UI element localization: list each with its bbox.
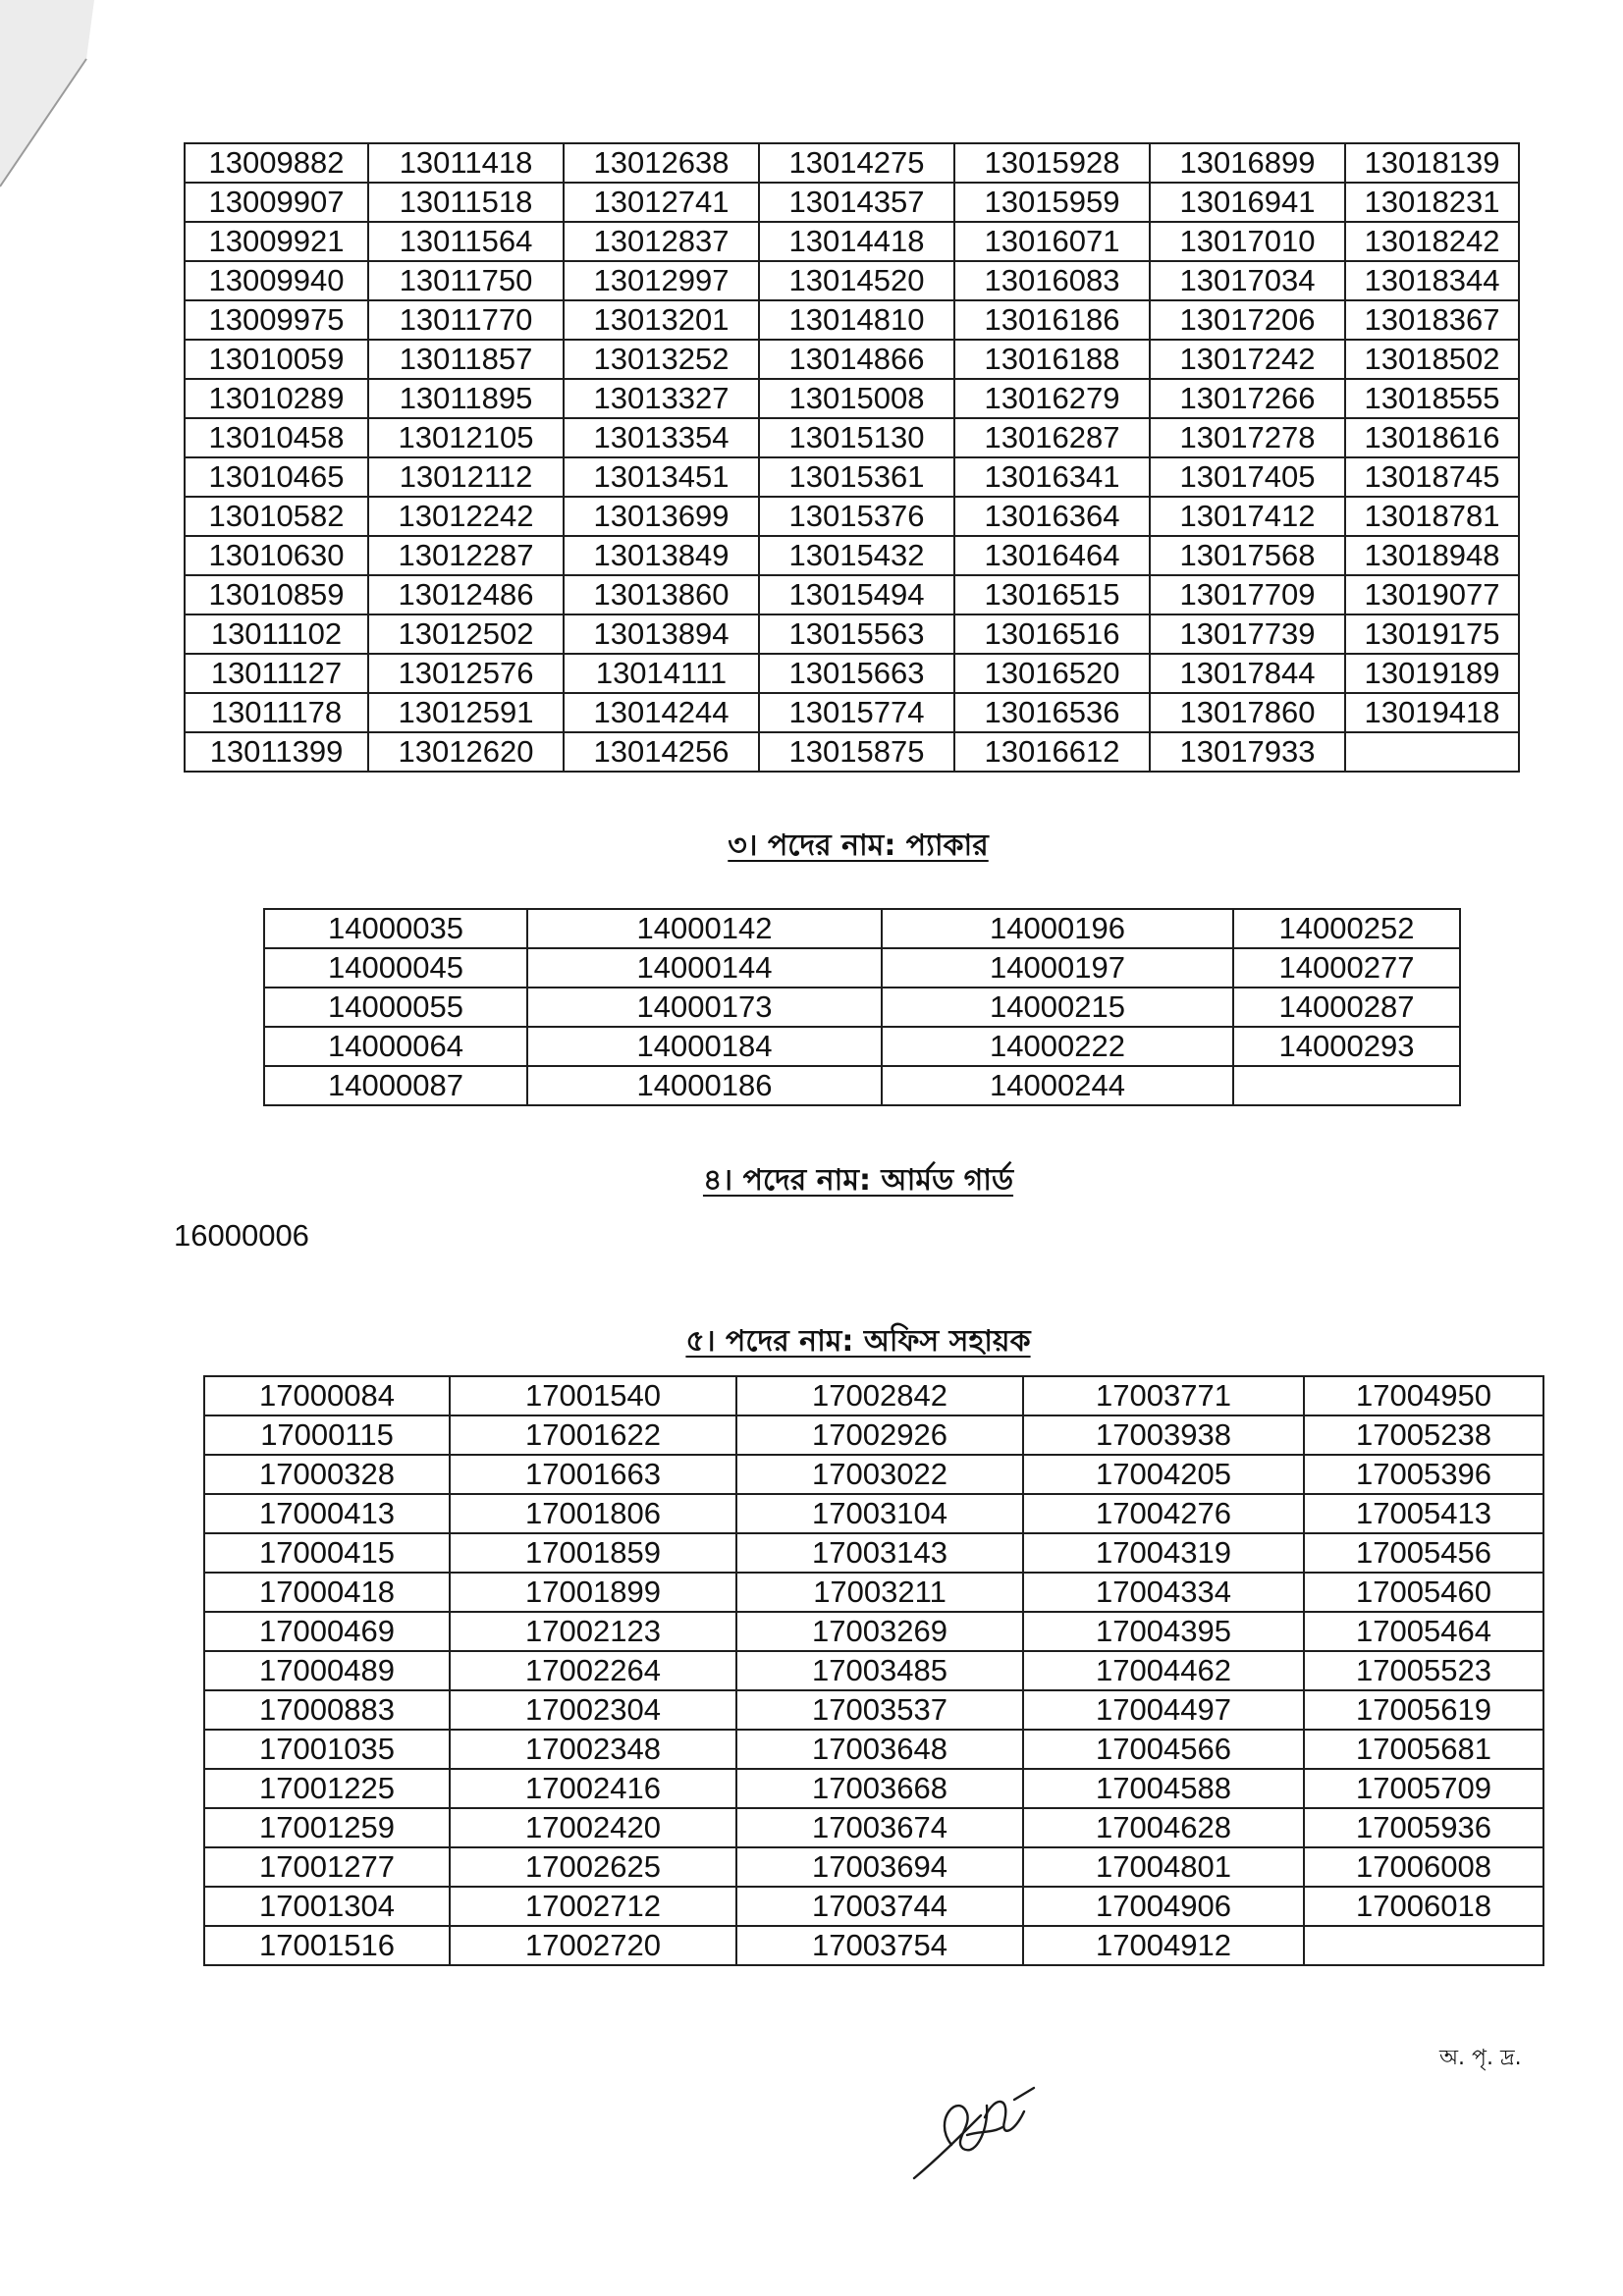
roll-number-cell: 13017568 (1150, 536, 1345, 575)
roll-number-cell: 13018948 (1345, 536, 1519, 575)
roll-number-cell: 13011418 (368, 143, 564, 183)
table-row (204, 1455, 1543, 1494)
roll-number-cell: 13012105 (368, 418, 564, 457)
roll-number-cell: 17004588 (1023, 1769, 1304, 1808)
table-row (185, 143, 1519, 183)
roll-number-cell: 13011127 (185, 654, 368, 693)
table-row (204, 1573, 1543, 1612)
roll-number-cell: 13017412 (1150, 497, 1345, 536)
roll-number-cell: 17003754 (736, 1926, 1023, 1965)
roll-number-cell: 13012741 (564, 183, 759, 222)
roll-number-cell: 17005936 (1304, 1808, 1543, 1847)
roll-number-cell: 13015361 (759, 457, 954, 497)
roll-number-cell: 14000222 (882, 1027, 1233, 1066)
roll-number-cell: 13016279 (954, 379, 1150, 418)
roll-number-cell: 17003648 (736, 1730, 1023, 1769)
roll-number-cell: 17002420 (450, 1808, 736, 1847)
roll-number-cell: 17000413 (204, 1494, 450, 1533)
roll-number-cell: 13011518 (368, 183, 564, 222)
roll-number-cell: 13009940 (185, 261, 368, 300)
roll-number-cell: 17001516 (204, 1926, 450, 1965)
roll-number-cell: 13019189 (1345, 654, 1519, 693)
table-row (185, 614, 1519, 654)
table-row (204, 1415, 1543, 1455)
table-row (204, 1808, 1543, 1847)
roll-number-cell: 14000035 (264, 909, 527, 948)
roll-number-cell: 17001663 (450, 1455, 736, 1494)
roll-number-cell: 13013451 (564, 457, 759, 497)
roll-number-cell: 17003104 (736, 1494, 1023, 1533)
roll-number-cell: 14000045 (264, 948, 527, 988)
roll-number-cell: 13016186 (954, 300, 1150, 340)
roll-number-cell: 17005460 (1304, 1573, 1543, 1612)
roll-number-cell: 13010059 (185, 340, 368, 379)
roll-number-cell: 13011178 (185, 693, 368, 732)
roll-number-cell: 13014275 (759, 143, 954, 183)
roll-number-cell: 13013860 (564, 575, 759, 614)
empty-cell (1304, 1926, 1543, 1965)
roll-number-cell: 13011750 (368, 261, 564, 300)
roll-number-cell: 13012576 (368, 654, 564, 693)
roll-number-cell: 13012502 (368, 614, 564, 654)
roll-number-cell: 13019418 (1345, 693, 1519, 732)
roll-number-cell: 14000144 (527, 948, 882, 988)
roll-number-cell: 17005456 (1304, 1533, 1543, 1573)
roll-number-cell: 17004334 (1023, 1573, 1304, 1612)
roll-number-cell: 13014111 (564, 654, 759, 693)
table-row (185, 222, 1519, 261)
roll-number-cell: 17002416 (450, 1769, 736, 1808)
roll-number-cell: 17000328 (204, 1455, 450, 1494)
continued-overleaf-note: অ. পৃ. দ্র. (1439, 2046, 1522, 2070)
roll-number-cell: 13014520 (759, 261, 954, 300)
table-row (185, 340, 1519, 379)
roll-number-cell: 14000196 (882, 909, 1233, 948)
roll-number-cell: 14000142 (527, 909, 882, 948)
roll-number-cell: 17003269 (736, 1612, 1023, 1651)
roll-number-cell: 13013354 (564, 418, 759, 457)
roll-number-cell: 13015959 (954, 183, 1150, 222)
roll-number-table-office-assistant (203, 1375, 1544, 1966)
roll-number-cell: 13017278 (1150, 418, 1345, 457)
page-fold-shadow (0, 0, 108, 196)
roll-number-cell: 13017860 (1150, 693, 1345, 732)
roll-number-cell: 17000084 (204, 1376, 450, 1415)
section-heading: ৫। পদের নাম: অফিস সহায়ক (685, 1324, 1031, 1359)
roll-number-cell: 17004319 (1023, 1533, 1304, 1573)
table-row (185, 418, 1519, 457)
roll-number-cell: 14000244 (882, 1066, 1233, 1105)
roll-number-cell: 17004906 (1023, 1887, 1304, 1926)
table-row (264, 988, 1460, 1027)
roll-number-cell: 13012287 (368, 536, 564, 575)
roll-number-cell: 17003668 (736, 1769, 1023, 1808)
roll-number-cell: 13011102 (185, 614, 368, 654)
armed-guard-roll-number: 16000006 (174, 1218, 309, 1253)
roll-number-cell: 13013699 (564, 497, 759, 536)
roll-number-cell: 13012591 (368, 693, 564, 732)
roll-number-cell: 17003485 (736, 1651, 1023, 1690)
roll-number-cell: 13013849 (564, 536, 759, 575)
roll-number-cell: 13012242 (368, 497, 564, 536)
table-row (185, 575, 1519, 614)
section-heading: ৩। পদের নাম: প্যাকার (728, 828, 989, 863)
roll-number-cell: 13010859 (185, 575, 368, 614)
roll-number-cell: 17001806 (450, 1494, 736, 1533)
roll-number-cell: 13013201 (564, 300, 759, 340)
roll-number-cell: 17005523 (1304, 1651, 1543, 1690)
roll-number-cell: 13019175 (1345, 614, 1519, 654)
roll-number-cell: 13015130 (759, 418, 954, 457)
roll-number-cell: 13015008 (759, 379, 954, 418)
roll-number-cell: 17003938 (1023, 1415, 1304, 1455)
roll-number-cell: 13017933 (1150, 732, 1345, 772)
roll-number-cell: 17002712 (450, 1887, 736, 1926)
roll-number-cell: 17001899 (450, 1573, 736, 1612)
table-row (264, 1027, 1460, 1066)
roll-number-cell: 13009975 (185, 300, 368, 340)
roll-number-cell: 13010582 (185, 497, 368, 536)
table-row (204, 1887, 1543, 1926)
roll-number-cell: 17002264 (450, 1651, 736, 1690)
roll-number-cell: 13014866 (759, 340, 954, 379)
roll-number-cell: 17000469 (204, 1612, 450, 1651)
roll-number-cell: 17001540 (450, 1376, 736, 1415)
roll-number-cell: 14000277 (1233, 948, 1460, 988)
roll-number-cell: 17000415 (204, 1533, 450, 1573)
table-row (264, 1066, 1460, 1105)
roll-number-cell: 17005709 (1304, 1769, 1543, 1808)
roll-number-cell: 14000087 (264, 1066, 527, 1105)
roll-number-cell: 17003022 (736, 1455, 1023, 1494)
roll-number-cell: 13014244 (564, 693, 759, 732)
roll-number-cell: 13018555 (1345, 379, 1519, 418)
roll-number-cell: 14000186 (527, 1066, 882, 1105)
roll-number-cell: 13012112 (368, 457, 564, 497)
table-row (185, 732, 1519, 772)
roll-number-cell: 13009921 (185, 222, 368, 261)
roll-number-cell: 13018745 (1345, 457, 1519, 497)
table-row (204, 1612, 1543, 1651)
roll-number-cell: 13016364 (954, 497, 1150, 536)
table-row (185, 497, 1519, 536)
roll-number-cell: 13014256 (564, 732, 759, 772)
roll-number-cell: 17001622 (450, 1415, 736, 1455)
roll-number-cell: 17005681 (1304, 1730, 1543, 1769)
table-row (185, 183, 1519, 222)
roll-number-cell: 13010458 (185, 418, 368, 457)
roll-number-cell: 13018344 (1345, 261, 1519, 300)
handwritten-signature (908, 2076, 1055, 2184)
table-body (185, 143, 1519, 772)
roll-number-cell: 13016536 (954, 693, 1150, 732)
table-row (264, 909, 1460, 948)
roll-number-cell: 17006018 (1304, 1887, 1543, 1926)
roll-number-cell: 17001225 (204, 1769, 450, 1808)
roll-number-cell: 13017242 (1150, 340, 1345, 379)
table-row (185, 379, 1519, 418)
roll-number-cell: 17003771 (1023, 1376, 1304, 1415)
roll-number-cell: 13014357 (759, 183, 954, 222)
table-row (185, 300, 1519, 340)
roll-number-cell: 17002123 (450, 1612, 736, 1651)
roll-number-cell: 13016941 (1150, 183, 1345, 222)
roll-number-cell: 14000197 (882, 948, 1233, 988)
roll-number-cell: 17004566 (1023, 1730, 1304, 1769)
roll-number-cell: 13016520 (954, 654, 1150, 693)
roll-number-cell: 17005396 (1304, 1455, 1543, 1494)
roll-number-cell: 17002926 (736, 1415, 1023, 1455)
table-row (204, 1730, 1543, 1769)
roll-number-cell: 13015774 (759, 693, 954, 732)
table-row (204, 1651, 1543, 1690)
section-4-heading-wrap (465, 1162, 1251, 1200)
roll-number-cell: 17003744 (736, 1887, 1023, 1926)
roll-number-cell: 17005238 (1304, 1415, 1543, 1455)
roll-number-cell: 17006008 (1304, 1847, 1543, 1887)
roll-number-cell: 13013894 (564, 614, 759, 654)
roll-number-cell: 13015432 (759, 536, 954, 575)
roll-number-cell: 17003211 (736, 1573, 1023, 1612)
roll-number-cell: 13016287 (954, 418, 1150, 457)
section-5-heading-wrap (465, 1323, 1251, 1361)
roll-number-cell: 13016516 (954, 614, 1150, 654)
roll-number-cell: 13012638 (564, 143, 759, 183)
roll-number-cell: 13010465 (185, 457, 368, 497)
roll-number-cell: 13015875 (759, 732, 954, 772)
roll-number-cell: 13011895 (368, 379, 564, 418)
table-row (185, 536, 1519, 575)
roll-number-cell: 13016464 (954, 536, 1150, 575)
table-row (185, 654, 1519, 693)
roll-number-cell: 17002625 (450, 1847, 736, 1887)
roll-number-cell: 13018139 (1345, 143, 1519, 183)
section-3-heading-wrap (465, 828, 1251, 865)
table-row (204, 1533, 1543, 1573)
roll-number-cell: 13018781 (1345, 497, 1519, 536)
roll-number-cell: 14000064 (264, 1027, 527, 1066)
roll-number-table-packer (263, 908, 1461, 1106)
roll-number-cell: 13019077 (1345, 575, 1519, 614)
roll-number-cell: 13010289 (185, 379, 368, 418)
roll-number-cell: 13018502 (1345, 340, 1519, 379)
roll-number-cell: 13018231 (1345, 183, 1519, 222)
roll-number-cell: 17003694 (736, 1847, 1023, 1887)
roll-number-cell: 13017739 (1150, 614, 1345, 654)
table-body (204, 1376, 1543, 1965)
roll-number-cell: 13014810 (759, 300, 954, 340)
table-row (204, 1494, 1543, 1533)
roll-number-cell: 17002348 (450, 1730, 736, 1769)
roll-number-cell: 17004628 (1023, 1808, 1304, 1847)
roll-number-cell: 13010630 (185, 536, 368, 575)
roll-number-cell: 13012837 (564, 222, 759, 261)
roll-number-cell: 13015663 (759, 654, 954, 693)
roll-number-cell: 13018616 (1345, 418, 1519, 457)
roll-number-cell: 13011564 (368, 222, 564, 261)
roll-number-cell: 13017010 (1150, 222, 1345, 261)
roll-number-cell: 17003537 (736, 1690, 1023, 1730)
roll-number-cell: 13014418 (759, 222, 954, 261)
empty-cell (1233, 1066, 1460, 1105)
roll-number-cell: 13016341 (954, 457, 1150, 497)
roll-number-cell: 17000883 (204, 1690, 450, 1730)
roll-number-cell: 14000287 (1233, 988, 1460, 1027)
roll-number-cell: 14000173 (527, 988, 882, 1027)
roll-number-cell: 13011770 (368, 300, 564, 340)
table-row (204, 1769, 1543, 1808)
roll-number-cell: 13017405 (1150, 457, 1345, 497)
roll-number-cell: 17001259 (204, 1808, 450, 1847)
empty-cell (1345, 732, 1519, 772)
roll-number-cell: 17004497 (1023, 1690, 1304, 1730)
roll-number-cell: 14000055 (264, 988, 527, 1027)
roll-number-cell: 17002842 (736, 1376, 1023, 1415)
roll-number-cell: 13016083 (954, 261, 1150, 300)
table-row (185, 457, 1519, 497)
roll-number-cell: 13009907 (185, 183, 368, 222)
roll-number-cell: 17004395 (1023, 1612, 1304, 1651)
roll-number-cell: 14000293 (1233, 1027, 1460, 1066)
roll-number-cell: 17003674 (736, 1808, 1023, 1847)
roll-number-cell: 13017034 (1150, 261, 1345, 300)
table-row (204, 1690, 1543, 1730)
roll-number-cell: 17001304 (204, 1887, 450, 1926)
roll-number-cell: 13013327 (564, 379, 759, 418)
roll-number-cell: 13016188 (954, 340, 1150, 379)
table-row (185, 261, 1519, 300)
roll-number-cell: 13015928 (954, 143, 1150, 183)
roll-number-cell: 17000115 (204, 1415, 450, 1455)
roll-number-cell: 17001859 (450, 1533, 736, 1573)
table-row (185, 693, 1519, 732)
roll-number-cell: 13011857 (368, 340, 564, 379)
roll-number-cell: 13015494 (759, 575, 954, 614)
roll-number-cell: 13013252 (564, 340, 759, 379)
roll-number-cell: 17004462 (1023, 1651, 1304, 1690)
table-body (264, 909, 1460, 1105)
roll-number-cell: 13009882 (185, 143, 368, 183)
table-row (204, 1376, 1543, 1415)
roll-number-cell: 17005619 (1304, 1690, 1543, 1730)
table-row (204, 1926, 1543, 1965)
roll-number-cell: 13015376 (759, 497, 954, 536)
roll-number-cell: 17005413 (1304, 1494, 1543, 1533)
roll-number-cell: 13016612 (954, 732, 1150, 772)
roll-number-cell: 17004950 (1304, 1376, 1543, 1415)
roll-number-cell: 17004276 (1023, 1494, 1304, 1533)
section-heading: ৪। পদের নাম: আর্মড গার্ড (702, 1163, 1014, 1198)
roll-number-cell: 17004205 (1023, 1455, 1304, 1494)
roll-number-cell: 17000418 (204, 1573, 450, 1612)
roll-number-cell: 13012620 (368, 732, 564, 772)
roll-number-cell: 17001277 (204, 1847, 450, 1887)
roll-number-cell: 13012486 (368, 575, 564, 614)
roll-number-cell: 17002304 (450, 1690, 736, 1730)
roll-number-cell: 13016071 (954, 222, 1150, 261)
roll-number-cell: 13016515 (954, 575, 1150, 614)
roll-number-cell: 13017206 (1150, 300, 1345, 340)
table-row (264, 948, 1460, 988)
roll-number-cell: 13016899 (1150, 143, 1345, 183)
roll-number-cell: 17004912 (1023, 1926, 1304, 1965)
roll-number-cell: 13018367 (1345, 300, 1519, 340)
roll-number-cell: 17003143 (736, 1533, 1023, 1573)
roll-number-cell: 13017709 (1150, 575, 1345, 614)
roll-number-cell: 17002720 (450, 1926, 736, 1965)
table-row (204, 1847, 1543, 1887)
roll-number-cell: 13012997 (564, 261, 759, 300)
roll-number-cell: 14000252 (1233, 909, 1460, 948)
roll-number-cell: 13017844 (1150, 654, 1345, 693)
roll-number-cell: 13017266 (1150, 379, 1345, 418)
roll-number-cell: 17005464 (1304, 1612, 1543, 1651)
roll-number-cell: 13011399 (185, 732, 368, 772)
roll-number-cell: 17004801 (1023, 1847, 1304, 1887)
roll-number-table-section-2 (184, 142, 1520, 773)
roll-number-cell: 14000215 (882, 988, 1233, 1027)
roll-number-cell: 13015563 (759, 614, 954, 654)
roll-number-cell: 14000184 (527, 1027, 882, 1066)
roll-number-cell: 17001035 (204, 1730, 450, 1769)
roll-number-cell: 13018242 (1345, 222, 1519, 261)
roll-number-cell: 17000489 (204, 1651, 450, 1690)
